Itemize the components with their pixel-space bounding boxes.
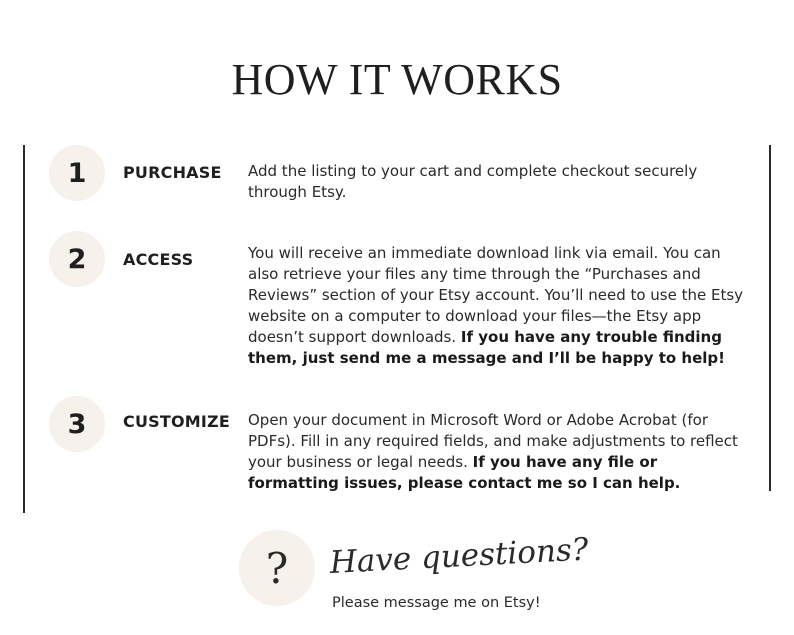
step-label: ACCESS [123, 250, 194, 269]
left-divider [23, 145, 25, 513]
step-text-bold: If you have any file or formatting issues, please contact me so I can help. [248, 453, 681, 492]
step-number-badge: 1 [49, 145, 105, 201]
step-description [248, 161, 753, 203]
step-number-badge: 3 [49, 396, 105, 452]
step-label: CUSTOMIZE [123, 412, 230, 431]
step-text: Open your document in Microsoft Word or Adobe Acrobat (for PDFs). Fill in any required fields, and make adjustments to reflect your business or legal needs. [248, 411, 738, 471]
step-description [248, 410, 753, 494]
right-divider [769, 145, 771, 491]
have-questions-text: Have questions? [328, 531, 590, 582]
step-number-badge: 2 [49, 231, 105, 287]
step-description [248, 243, 753, 369]
step-label: PURCHASE [123, 163, 222, 182]
step-text: Add the listing to your cart and complete checkout securely through Etsy. [248, 162, 698, 201]
step-text: You will receive an immediate download link via email. You can also retrieve your files any time through the “Purchases and Reviews” section of your Etsy account. You’ll need to use the Etsy website on a computer to download your files—the Etsy app doesn’t support downloads. [248, 244, 744, 346]
step-text-bold: If you have any trouble finding them, just send me a message and I’ll be happy to help! [248, 328, 725, 367]
message-text: Please message me on Etsy! [332, 595, 541, 611]
question-icon: ? [239, 530, 315, 606]
page-title: HOW IT WORKS [231, 55, 563, 104]
have-questions-heading [326, 528, 590, 590]
